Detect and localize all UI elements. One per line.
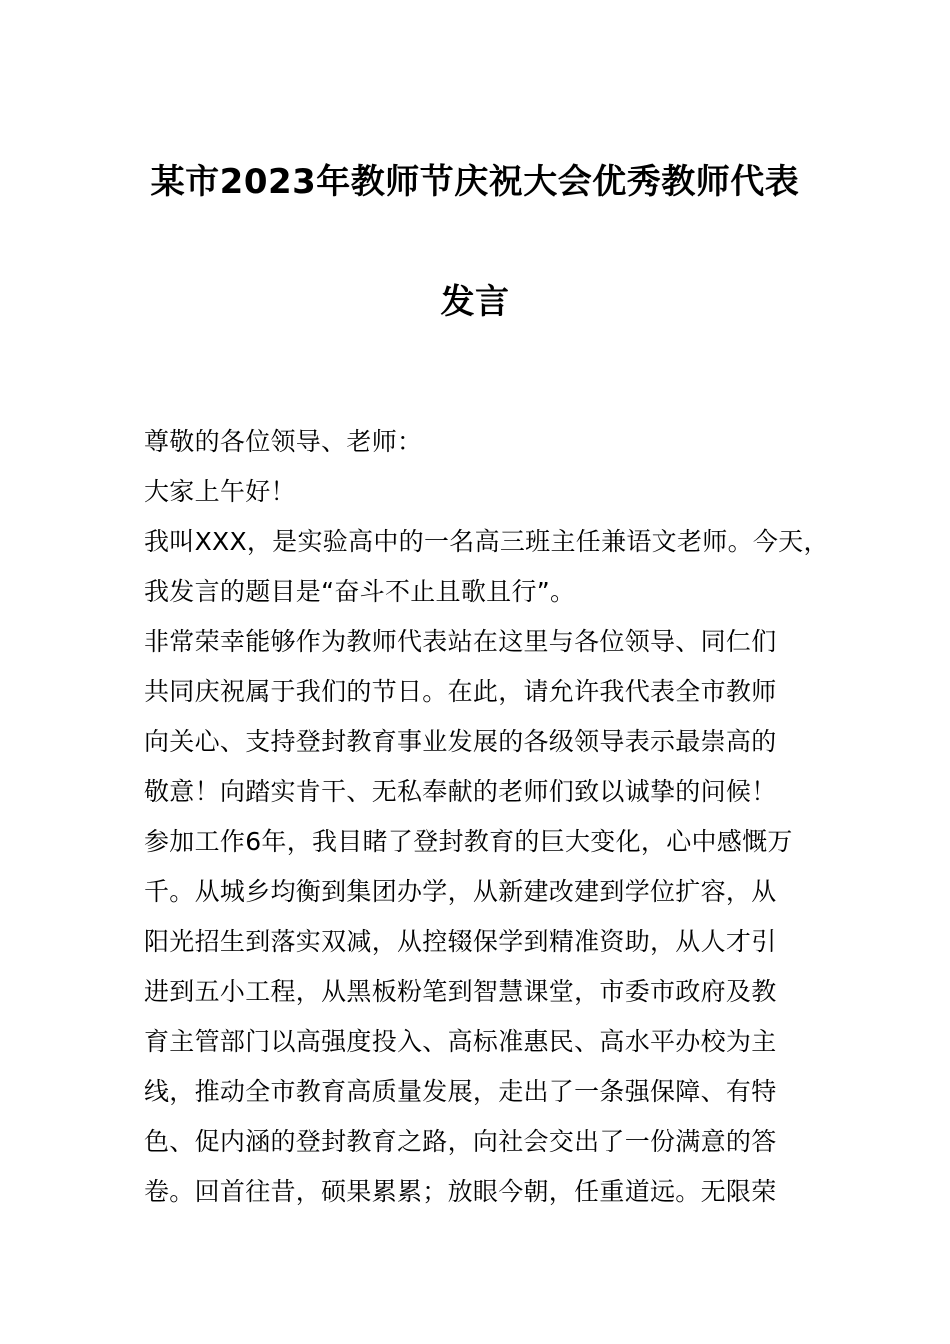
body-line: 千。从城乡均衡到集团办学，从新建改建到学位扩容，从 bbox=[144, 877, 777, 906]
body-line: 进到五小工程，从黑板粉笔到智慧课堂，市委市政府及教 bbox=[144, 977, 777, 1006]
body-line: 参加工作6年，我目睹了登封教育的巨大变化，心中感慨万 bbox=[144, 827, 793, 856]
body-line: 敬意！向踏实肯干、无私奉献的老师们致以诚挚的问候！ bbox=[144, 777, 777, 806]
body-line: 我叫XXX，是实验高中的一名高三班主任兼语文老师。今天， bbox=[144, 527, 829, 556]
body-line: 非常荣幸能够作为教师代表站在这里与各位领导、同仁们 bbox=[144, 627, 777, 656]
body-line: 线，推动全市教育高质量发展，走出了一条强保障、有特 bbox=[144, 1077, 777, 1106]
body-line: 阳光招生到落实双减，从控辍保学到精准资助，从人才引 bbox=[144, 927, 777, 956]
salutation: 尊敬的各位领导、老师： bbox=[144, 427, 423, 456]
greeting: 大家上午好！ bbox=[144, 477, 296, 506]
body-line: 色、促内涵的登封教育之路，向社会交出了一份满意的答 bbox=[144, 1127, 777, 1156]
document-title-line-1: 某市2023年教师节庆祝大会优秀教师代表 bbox=[150, 162, 800, 202]
speech-body bbox=[144, 417, 844, 1217]
body-line: 共同庆祝属于我们的节日。在此，请允许我代表全市教师 bbox=[144, 677, 777, 706]
body-line: 卷。回首往昔，硕果累累；放眼今朝，任重道远。无限荣 bbox=[144, 1177, 777, 1206]
body-line: 育主管部门以高强度投入、高标准惠民、高水平办校为主 bbox=[144, 1027, 777, 1056]
body-line: 向关心、支持登封教育事业发展的各级领导表示最崇高的 bbox=[144, 727, 777, 756]
body-line: 我发言的题目是“奋斗不止且歌且行”。 bbox=[144, 577, 576, 606]
document-title-line-2: 发言 bbox=[440, 282, 510, 322]
